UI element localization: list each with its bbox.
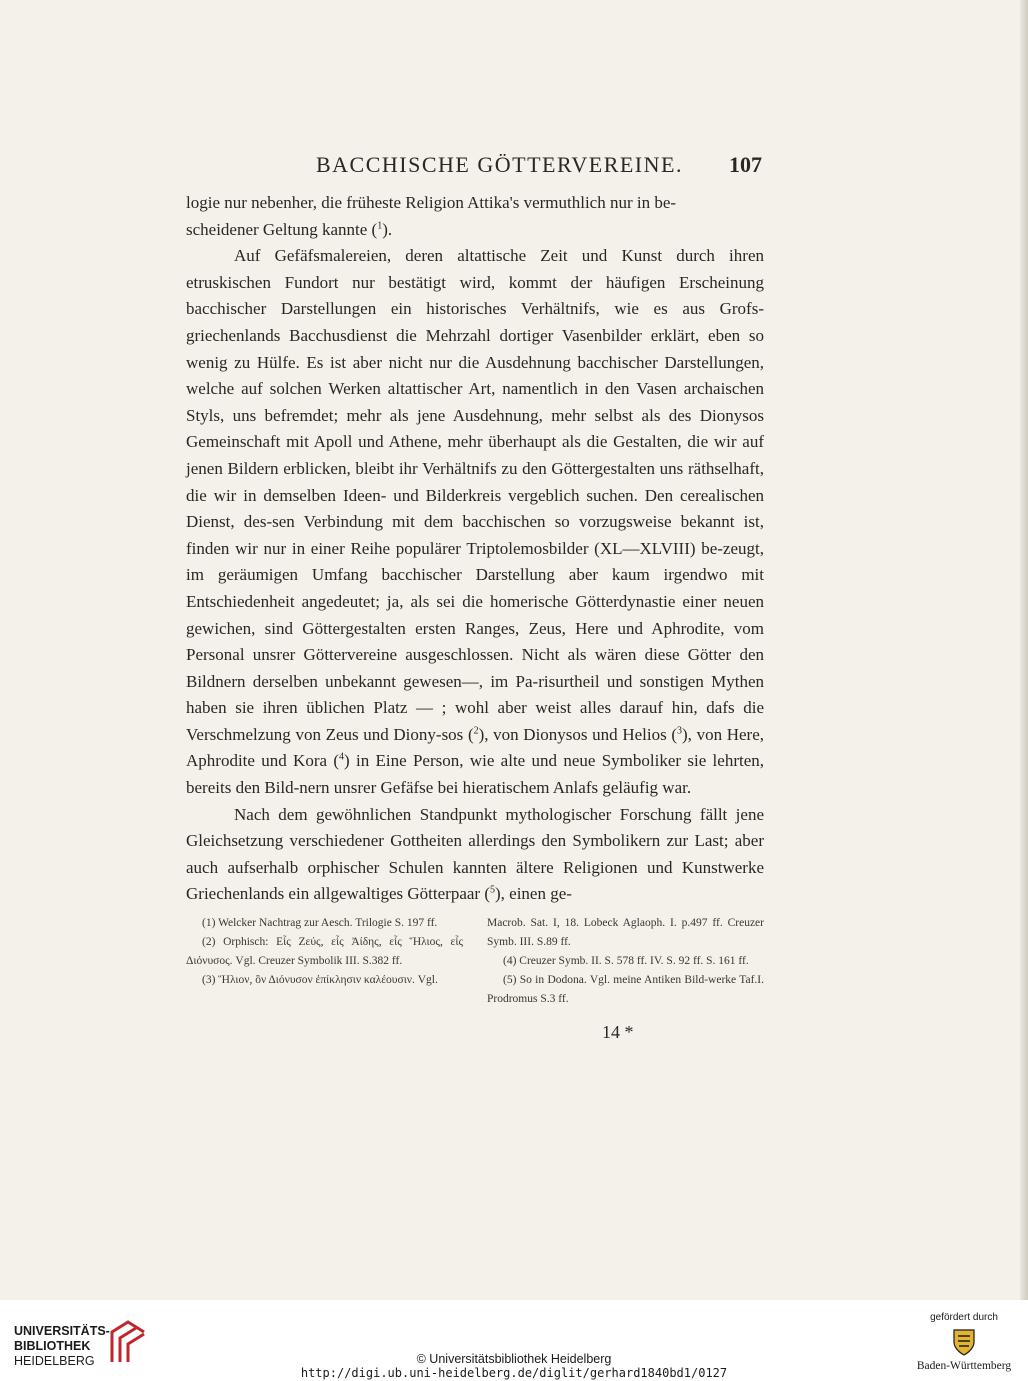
footnotes-right-column [487, 914, 764, 1009]
page-header [186, 152, 766, 182]
footnote-ref-2: 2 [473, 725, 479, 737]
logo-line-3: HEIDELBERG [14, 1354, 95, 1368]
paragraph-1-tail: ). [382, 219, 393, 239]
sponsor-name: Baden-Württemberg [916, 1360, 1012, 1372]
paragraph-3-text-b: ), einen ge- [494, 884, 572, 904]
body-text [186, 190, 764, 908]
paragraph-2 [186, 243, 764, 801]
paragraph-3 [186, 802, 764, 908]
logo-line-1: UNIVERSITÄTS- [14, 1324, 110, 1338]
paragraph-1-line-1: logie nur nebenher, die früheste Religion Attika's vermuthlich nur in be- [186, 193, 677, 212]
footnote-2: (2) Orphisch: Εἷς Ζεύς, εἷς Ἀίδης, εἷς Ἥλιος, εἷς Διόνυσος. Vgl. Creuzer Symbolik III. S.382 ff. [186, 936, 463, 967]
library-footer [0, 1300, 1028, 1381]
copyright-notice: © Universitätsbibliothek Heidelberg [416, 1352, 612, 1366]
logo-line-2: BIBLIOTHEK [14, 1339, 91, 1353]
permalink-url[interactable]: http://digi.ub.uni-heidelberg.de/diglit/gerhard1840bd1/0127 [300, 1366, 728, 1380]
footnotes-left-column [186, 914, 463, 1009]
paragraph-3-text-a: Nach dem gewöhnlichen Standpunkt mythologischer Forschung fällt jene Gleichsetzung verschiedener Gottheiten allerdings den Symbolikern zur Last; aber auch aufserhalb orphischer Schulen kannten ältere Religionen und Kunstwerke Griechenlands ein allgewaltiges Götterpaar ( [186, 804, 764, 904]
footnote-ref-4: 4 [339, 751, 345, 763]
footnote-ref-5: 5 [489, 884, 495, 896]
printer-signature: 14 * [602, 1022, 634, 1042]
footnote-4: (4) Creuzer Symb. II. S. 578 ff. IV. S. 92 ff. S. 161 ff. [503, 955, 749, 967]
footnote-3: (3) Ἥλιον, ὃν Διόνυσον ἐπίκλησιν καλέουσιν. Vgl. [202, 974, 438, 986]
page-edge [1020, 0, 1028, 1300]
sponsor-block [914, 1312, 1014, 1372]
sponsor-label: gefördert durch [930, 1312, 998, 1323]
paragraph-2-text-d: ) in Eine Person, wie alte und neue Symboliker sie lehrten, bereits den Bild-nern unsrer Gefäfse bei hieratischem Anlafs geläufig war. [186, 751, 765, 798]
paragraph-2-text-a: Auf Gefäfsmalereien, deren altattische Zeit und Kunst durch ihren etruskischen Fundort nur bestätigt wird, kommt der häufigen Erscheinung bacchischer Darstellungen ein historisches Verhältnifs, wie es aus Grofs-griechenlands Bacchusdienst die Mehrzahl dortiger Vasenbilder erklärt, eben so wenig zu Hülfe. Es ist aber nicht nur die Ausdehnung bacchischer Darstellungen, welche auf solchen Werken altattischer Art, namentlich in den Vasen archaischen Styls, uns befremdet; mehr als jene Ausdehnung, mehr selbst als des Dionysos Gemeinschaft mit Apoll und Athene, mehr überhaupt als die Gestalten, die wir auf jenen Bildern erblicken, bleibt ihr Verhältnifs zu den Göttergestalten uns räthselhaft, die wir in demselben Ideen- und Bilderkreis vergeblich suchen. Den cerealischen Dienst, des-sen Verbindung mit dem bacchischen so vorzugsweise bekannt ist, finden wir nur in einer Reihe populärer Triptolemosbilder (XL—XLVIII) be-zeugt, im geräumigen Umfang bacchischer Darstellung aber kaum irgendwo mit Entschiedenheit angedeutet; ja, als sei die homerische Götterdynastie einer neuen gewichen, sind Göttergestalten ersten Ranges, Zeus, Here und Aphrodite, vom Personal unsrer Göttervereine ausgeschlossen. Nicht als wären diese Götter den Bildnern derselben unbekannt gewesen—, im Pa-risurtheil und sonstigen Mythen haben sie ihren üblichen Platz — ; wohl aber weist alles darauf hin, dafs die Verschmelzung von Zeus und Diony-sos ( [186, 246, 764, 744]
paragraph-2-text-c: ), von Here, Aphrodite und Kora ( [186, 724, 764, 771]
footnote-5: (5) So in Dodona. Vgl. meine Antiken Bild-werke Taf.I. Prodromus S.3 ff. [487, 974, 764, 1005]
running-head: BACCHISCHE GÖTTERVEREINE. [316, 152, 683, 177]
footnote-ref-1: 1 [377, 219, 383, 231]
footnotes [186, 914, 764, 1009]
paragraph-1-line-2: scheidener Geltung kannte ( [186, 219, 378, 239]
coat-of-arms-icon [948, 1326, 980, 1358]
footnote-3-continued: Macrob. Sat. I, 18. Lobeck Aglaoph. I. p.497 ff. Creuzer Symb. III. S.89 ff. [487, 917, 764, 948]
paragraph-1 [186, 190, 764, 243]
footnote-1: (1) Welcker Nachtrag zur Aesch. Trilogie S. 197 ff. [202, 917, 438, 929]
paragraph-2-text-b: ), von Dionysos und Helios ( [478, 724, 678, 744]
page-number: 107 [729, 152, 762, 177]
footnote-ref-3: 3 [677, 725, 683, 737]
